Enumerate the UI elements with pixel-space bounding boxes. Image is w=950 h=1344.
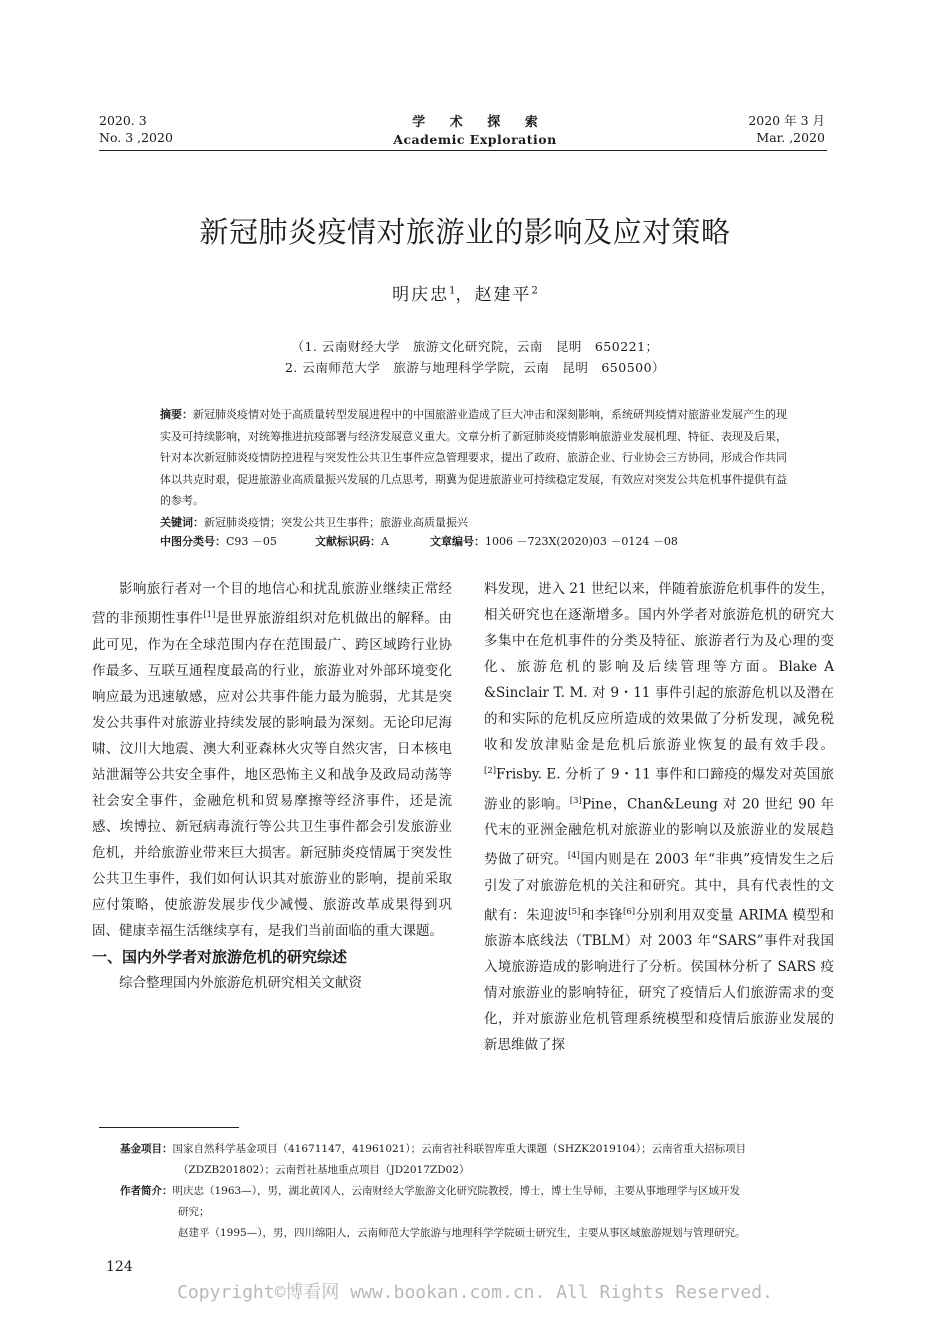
body-text: 是世界旅游组织对危机做出的解释。由此可见，作为在全球范围内存在范围最广、跨区域跨行业协作最多、互联互通程度最高的行业，旅游业对外部环境变化响应最为迅速敏感，应对公共事件能力最为脆弱，尤其是突发公共事件对旅游业持续发展的影响最为深刻。无论印尼海啸、汶川大地震、澳大利亚森林火灾等自然灾害，日本核电站泄漏等公共安全事件，地区恐怖主义和战争及政局动荡等社会安全事件，金融危机和贸易摩擦等经济事件，还是流感、埃博拉、新冠病毒流行等公共卫生事件都会引发旅游业危机，并给旅游业带来巨大损害。新冠肺炎疫情属于突发性公共卫生事件，我们如何认识其对旅游业的影响，提前采取应付策略，使旅游发展步伐少减慢、旅游改革成果得到巩固、健康幸福生活继续享有，是我们当前面临的重大课题。 [92,610,453,939]
author-note-label: 作者简介： [120,1185,173,1197]
body-text: Frisby. E. 分析了 9・11 事件和口蹄疫的爆发对英国旅游业的影响。 [484,766,834,812]
affiliation-line: （1. 云南财经大学 旅游文化研究院，云南 昆明 650221； [291,339,659,354]
keywords-label: 关键词： [160,515,204,529]
body-paragraph [92,576,452,944]
article-no-label: 文章编号： [430,535,485,548]
author-line [0,280,930,305]
article-no-value: 1006 －723X(2020)03 －0124 －08 [485,535,678,548]
body-text: 和李锋 [580,907,624,923]
footnotes [120,1139,835,1244]
footnote-divider [99,1127,239,1128]
journal-name-zh: 学 术 探 索 [412,115,548,130]
citation-mark: [1] [203,610,216,620]
body-paragraph: 综合整理国内外旅游危机研究相关文献资 [119,974,362,991]
citation-mark: [4] [567,851,580,861]
author-name: 赵建平 [474,285,532,305]
abstract-body [160,404,790,512]
issue-number: No. 3 ,2020 [99,130,173,145]
fund-note [120,1139,835,1160]
issue-date-zh: 2020 年 3 月 [748,113,825,128]
doc-code-entry [315,533,389,549]
body-text: Pine，Chan&Leung 对 20 世纪 90 年代末的亚洲金融危机对旅游业的影响以及旅游业的发展趋势做了研究。 [484,796,834,868]
affiliation-line: 2. 云南师范大学 旅游与地理科学学院，云南 昆明 650500） [284,360,666,375]
author-note-second: 赵建平（1995—），男，四川绵阳人，云南师范大学旅游与地理科学学院硕士研究生，主要从事区域旅游规划与管理研究。 [178,1227,746,1239]
clc-label: 中图分类号： [160,535,226,548]
issue-date-en: Mar. ,2020 [756,130,825,145]
citation-mark: [3] [569,795,582,806]
author-note [120,1181,835,1202]
author-affil-mark: 2 [531,285,538,297]
affiliations [0,336,950,378]
author-separator: ， [455,285,475,305]
abstract-label: 摘要： [160,408,193,421]
journal-name-en: Academic Exploration [393,132,557,147]
citation-mark: [6] [623,906,636,917]
body-column-right [484,576,834,1058]
fund-label: 基金项目： [120,1143,173,1155]
header-divider [99,150,827,151]
doc-code-value: A [381,535,389,548]
paper-title: 新冠肺炎疫情对旅游业的影响及应对策略 [199,215,731,249]
fund-note-cont: （ZDZB201802）；云南哲社基地重点项目（JD2017ZD02） [178,1164,470,1176]
abstract [160,404,790,533]
body-text: 料发现，进入 21 世纪以来，伴随着旅游危机事件的发生，相关研究也在逐渐增多。国内外学者对旅游危机的研究大多集中在危机事件的分类及特征、旅游者行为及心理的变化、旅游危机的影响及后续管理等方面。Blake A &Sinclair T. M. 对 9・11 事件引起的旅游危机以及潜在的和实际的危机反应所造成的效果做了分析发现，减免税收和发放津贴金是危机后旅游业恢复的最有效手段。 [484,581,834,753]
copyright-watermark: Copyright©博看网 www.bookan.com.cn. All Rights Reserved. [177,1282,773,1303]
fund-text: 国家自然科学基金项目（41671147，41961021）；云南省社科联智库重大课题（SHZK2019104）；云南省重大招标项目 [172,1143,747,1155]
body-column-left [92,576,452,996]
issue-year: 2020. 3 [99,113,147,128]
article-no-entry [430,533,678,549]
author-note-text: 明庆忠（1963—），男，湖北黄冈人，云南财经大学旅游文化研究院教授，博士，博士生导师，主要从事地理学与区域开发 [172,1185,740,1197]
header-right [748,112,825,146]
keywords [160,512,790,534]
page-number: 124 [106,1259,133,1275]
body-text: 国内则是在 2003 年“非典”疫情发生之后引发了对旅游危机的关注和研究。其中，具有代表性的文献有：朱迎波 [484,851,835,923]
section-heading: 一、国内外学者对旅游危机的研究综述 [92,947,348,966]
keywords-text: 新冠肺炎疫情；突发公共卫生事件；旅游业高质量振兴 [204,515,468,529]
author-affil-mark: 1 [449,285,456,297]
citation-mark: [5] [568,906,581,917]
body-text: 分别利用双变量 ARIMA 模型和旅游本底线法（TBLM）对 2003 年“SARS”事件对我国入境旅游造成的影响进行了分析。侯国林分析了 SARS 疫情对旅游业的影响特征，研究了疫情后人们旅游需求的变化，并对旅游业危机管理系统模型和疫情后旅游业发展的新思维做了探 [484,907,835,1053]
clc-value: C93 －05 [226,535,277,548]
body-paragraph [484,576,834,1058]
abstract-text: 新冠肺炎疫情对处于高质量转型发展进程中的中国旅游业造成了巨大冲击和深刻影响，系统研判疫情对旅游业发展产生的现实及可持续影响，对统筹推进抗疫部署与经济发展意义重大。文章分析了新冠肺炎疫情影响旅游业发展机理、特征、表现及后果，针对本次新冠肺炎疫情防控进程与突发性公共卫生事件应急管理要求，提出了政府、旅游企业、行业协会三方协同，形成合作共同体以共克时艰，促进旅游业高质量振兴发展的几点思考，期冀为促进旅游业可持续稳定发展，有效应对突发公共危机事件提供有益的参考。 [160,408,787,507]
body-text: 影响旅行者对一个目的地信心和扰乱旅游业继续正常经营的非预期性事件 [92,581,452,627]
citation-mark: [2] [484,766,497,776]
author-note-cont: 研究； [178,1206,210,1218]
clc-entry [160,533,277,549]
author-name: 明庆忠 [392,285,450,305]
doc-code-label: 文献标识码： [315,535,381,548]
